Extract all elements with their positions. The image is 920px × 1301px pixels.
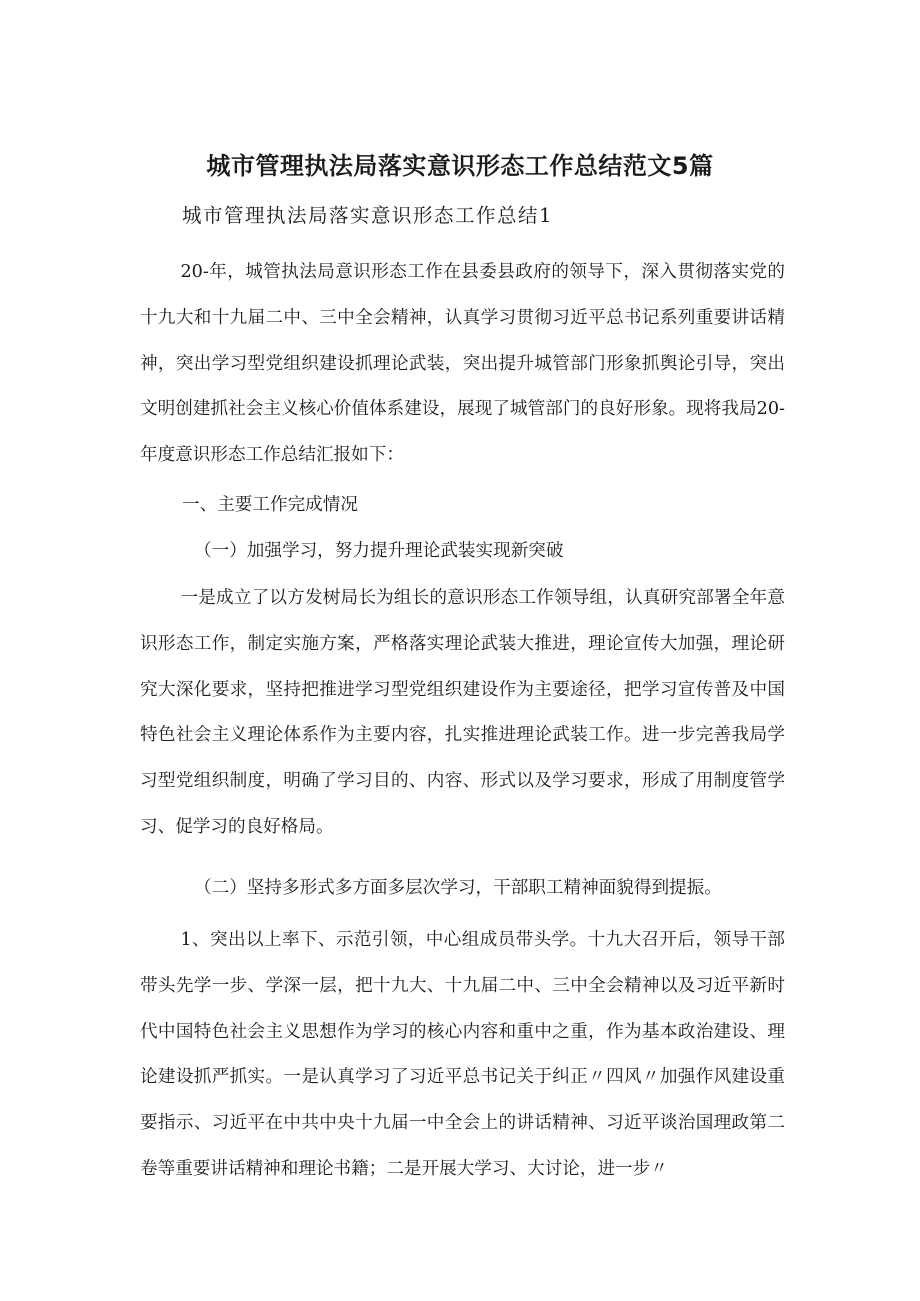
subsection-heading-multiform-study: （二）坚持多形式多方面多层次学习，干部职工精神面貌得到提振。 (194, 878, 722, 898)
section-heading-main-work: 一、主要工作完成情况 (182, 495, 358, 515)
subsection-heading-study: （一）加强学习，努力提升理论武装实现新突破 (194, 541, 564, 561)
intro-paragraph: 20-年，城管执法局意识形态工作在县委县政府的领导下，深入贯彻落实党的十九大和十九届二中、三中全会精神，认真学习贯彻习近平总书记系列重要讲话精神，突出学习型党组织建设抓理论武装，突出提升城管部门形象抓舆论引导，突出文明创建抓社会主义核心价值体系建设，展现了城管部门的良好形象。现将我局20-年度意识形态工作总结汇报如下： (140, 262, 785, 466)
document-title: 城市管理执法局落实意识形态工作总结范文5篇 (206, 152, 714, 180)
leadership-paragraph: 1、突出以上率下、示范引领，中心组成员带头学。十九大召开后，领导干部带头先学一步、学深一层，把十九大、十九届二中、三中全会精神以及习近平新时代中国特色社会主义思想作为学习的核心内容和重中之重，作为基本政治建设、理论建设抓严抓实。一是认真学习了习近平总书记关于纠正〃四风〃加强作风建设重要指示、习近平在中共中央十九届一中全会上的讲话精神、习近平谈治国理政第二卷等重要讲话精神和理论书籍；二是开展大学习、大讨论，进一步〃 (140, 930, 785, 1179)
section-subtitle: 城市管理执法局落实意识形态工作总结1 (182, 204, 553, 227)
study-paragraph: 一是成立了以方发树局长为组长的意识形态工作领导组，认真研究部署全年意识形态工作，制定实施方案，严格落实理论武装大推进，理论宣传大加强，理论研究大深化要求，坚持把推进学习型党组织建设作为主要途径，把学习宣传普及中国特色社会主义理论体系作为主要内容，扎实推进理论武装工作。进一步完善我局学习型党组织制度，明确了学习目的、内容、形式以及学习要求，形成了用制度管学习、促学习的良好格局。 (140, 588, 785, 837)
